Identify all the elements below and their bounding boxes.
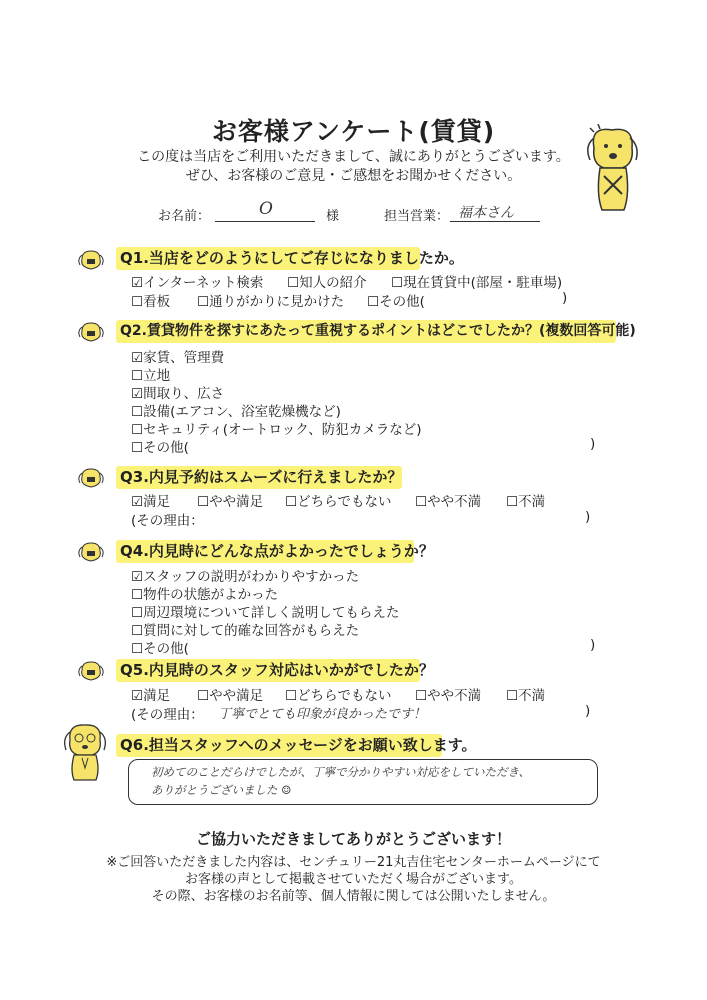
footer-note-line-1: ※ご回答いただきました内容は、センチュリー21丸吉住宅センターホームページにて bbox=[106, 855, 601, 870]
q3-option-satisfied[interactable]: ☑満足 bbox=[131, 494, 171, 510]
q1-heading: Q1.当店をどのようにしてご存じになりましたか。 bbox=[116, 247, 420, 270]
q5-reason-label: (その理由： bbox=[131, 707, 204, 723]
staff-label: 担当営業： bbox=[384, 209, 450, 224]
q4-heading: Q4.内見時にどんな点がよかったでしょうか？ bbox=[116, 540, 414, 563]
intro-line-1: この度は当店をご利用いただきまして、誠にありがとうございます。 bbox=[137, 149, 570, 165]
q4-option-other[interactable]: ☐その他( bbox=[131, 641, 189, 657]
q5-option-satisfied[interactable]: ☑満足 bbox=[131, 688, 171, 704]
q4-other-close: ) bbox=[590, 637, 596, 653]
sama-label: 様 bbox=[326, 209, 340, 224]
q6-message-box[interactable] bbox=[128, 759, 598, 805]
q1-option-other[interactable]: ☐その他( bbox=[367, 294, 425, 310]
dog-face-icon bbox=[76, 249, 106, 271]
q5-option-somewhat-dissatisfied[interactable]: ☐やや不満 bbox=[415, 688, 482, 704]
intro-line-2: ぜひ、お客様のご意見・ご感想をお聞かせください。 bbox=[185, 168, 522, 184]
q2-option-layout[interactable]: ☑間取り、広さ bbox=[131, 386, 225, 402]
q6-message-line-2: ありがとうございました ☺ bbox=[151, 783, 292, 797]
q5-option-dissatisfied[interactable]: ☐不満 bbox=[506, 688, 546, 704]
q5-reason-close: ) bbox=[585, 703, 591, 719]
name-field[interactable] bbox=[215, 201, 315, 222]
q3-option-neutral[interactable]: ☐どちらでもない bbox=[285, 494, 392, 510]
mascot-glasses-dog-icon bbox=[60, 722, 110, 782]
q3-reason-close: ) bbox=[585, 509, 591, 525]
q3-option-dissatisfied[interactable]: ☐不満 bbox=[506, 494, 546, 510]
staff-value: 福本さん bbox=[458, 205, 514, 221]
staff-field[interactable] bbox=[450, 201, 540, 222]
q4-option-explanation[interactable]: ☑スタッフの説明がわかりやすかった bbox=[131, 569, 360, 585]
name-value: O bbox=[259, 199, 273, 219]
q2-heading: Q2.賃貸物件を探すにあたって重視するポイントはどこでしたか？(複数回答可能) bbox=[116, 320, 616, 343]
q1-option-signboard[interactable]: ☐看板 bbox=[131, 294, 171, 310]
dog-face-icon bbox=[76, 467, 106, 489]
q2-option-location[interactable]: ☐立地 bbox=[131, 368, 171, 384]
dog-face-icon bbox=[76, 660, 106, 682]
q3-option-somewhat-satisfied[interactable]: ☐やや満足 bbox=[197, 494, 264, 510]
page-title: お客様アンケート(賃貸) bbox=[211, 117, 496, 146]
q4-option-surroundings[interactable]: ☐周辺環境について詳しく説明してもらえた bbox=[131, 605, 400, 621]
q5-option-neutral[interactable]: ☐どちらでもない bbox=[285, 688, 392, 704]
q6-message-line-1: 初めてのことだらけでしたが、丁寧で分かりやすい対応をしていただき、 bbox=[151, 765, 531, 779]
name-label: お名前： bbox=[158, 209, 211, 224]
thanks-heading: ご協力いただきましてありがとうございます！ bbox=[195, 830, 511, 848]
q2-other-close: ) bbox=[590, 436, 596, 452]
q1-option-referral[interactable]: ☐知人の紹介 bbox=[287, 275, 367, 291]
q4-option-answers[interactable]: ☐質問に対して的確な回答がもらえた bbox=[131, 623, 360, 639]
q1-option-internet[interactable]: ☑インターネット検索 bbox=[131, 275, 264, 291]
q4-option-condition[interactable]: ☐物件の状態がよかった bbox=[131, 587, 279, 603]
mascot-dog-icon bbox=[582, 124, 644, 216]
dog-face-icon bbox=[76, 541, 106, 563]
q6-heading: Q6.担当スタッフへのメッセージをお願い致します。 bbox=[116, 734, 442, 757]
q1-other-close: ) bbox=[562, 290, 568, 306]
footer-note-line-3: その際、お客様のお名前等、個人情報に関しては公開いたしません。 bbox=[151, 889, 556, 904]
q2-option-facilities[interactable]: ☐設備(エアコン、浴室乾燥機など) bbox=[131, 404, 341, 420]
q2-option-other[interactable]: ☐その他( bbox=[131, 440, 189, 456]
q1-option-renting[interactable]: ☐現在賃貸中(部屋・駐車場) bbox=[391, 275, 563, 291]
footer-note-line-2: お客様の声として掲載させていただく場合がございます。 bbox=[185, 872, 522, 887]
q2-option-rent[interactable]: ☑家賃、管理費 bbox=[131, 350, 225, 366]
q2-option-security[interactable]: ☐セキュリティ(オートロック、防犯カメラなど) bbox=[131, 422, 422, 438]
q1-option-passing[interactable]: ☐通りがかりに見かけた bbox=[197, 294, 345, 310]
q5-option-somewhat-satisfied[interactable]: ☐やや満足 bbox=[197, 688, 264, 704]
q3-heading: Q3.内見予約はスムーズに行えましたか？ bbox=[116, 466, 402, 489]
dog-face-icon bbox=[76, 321, 106, 343]
q5-heading: Q5.内見時のスタッフ対応はいかがでしたか？ bbox=[116, 659, 420, 682]
q5-reason-value[interactable]: 丁寧でとても印象が良かったです！ bbox=[218, 707, 427, 722]
q3-option-somewhat-dissatisfied[interactable]: ☐やや不満 bbox=[415, 494, 482, 510]
q3-reason-label: (その理由： bbox=[131, 513, 204, 529]
